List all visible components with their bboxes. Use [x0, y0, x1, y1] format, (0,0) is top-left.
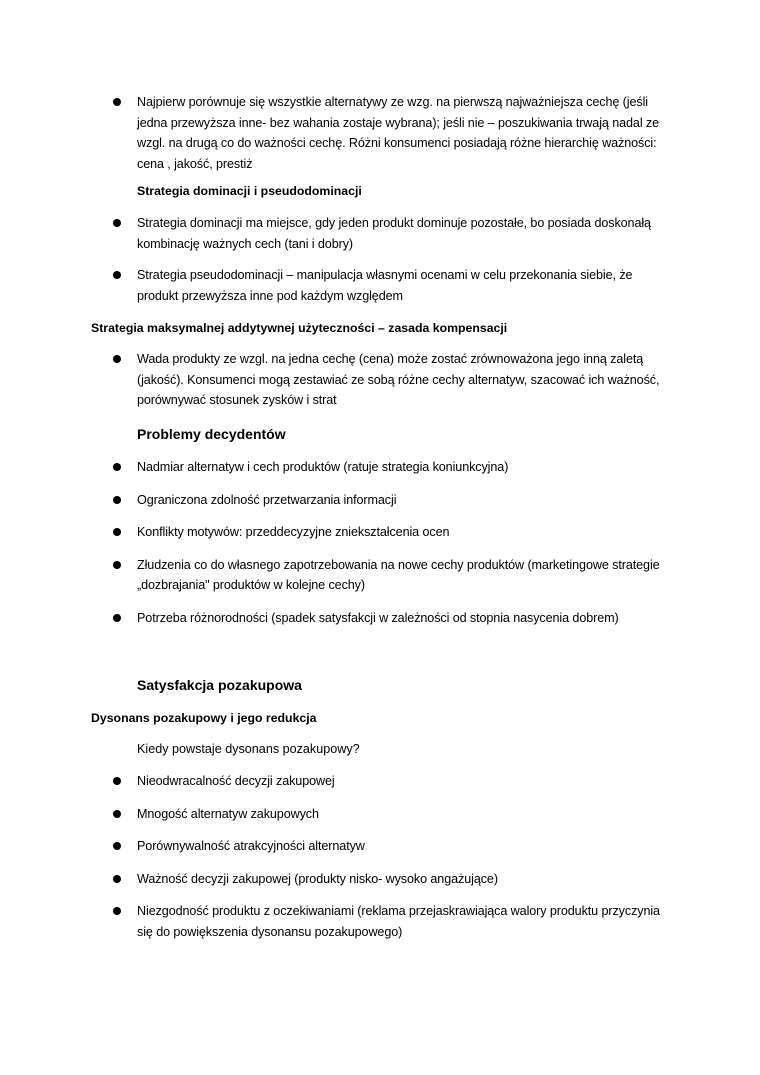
heading-satysfakcja: Satysfakcja pozakupowa	[137, 677, 302, 693]
list-item	[113, 869, 673, 890]
heading-problemy: Problemy decydentów	[137, 426, 286, 442]
list-item-text: Najpierw porównuje się wszystkie alternatywy ze wzg. na pierwszą najważniejsza cechę (jeśli jedna przewyższa inne- bez wahania zostaje wybrana); jeśli nie – poszukiwania trwają nadal ze wzgl. na drugą co do ważności cechę. Różni konsumenci posiadają różne hierarchię ważności: cena , jakość, prestiż	[137, 95, 660, 171]
list-item	[113, 771, 673, 792]
bullet-dot-icon	[113, 561, 121, 569]
list-item	[113, 555, 673, 596]
list-item	[113, 901, 673, 942]
bullet-dot-icon	[113, 219, 121, 227]
bullet-dot-icon	[113, 496, 121, 504]
bullet-dot-icon	[113, 875, 121, 883]
list-item	[113, 213, 673, 254]
list-item	[113, 804, 673, 825]
list-item-text: Porównywalność atrakcyjności alternatyw	[137, 839, 365, 853]
list-item-text: Niezgodność produktu z oczekiwaniami (reklama przejaskrawiająca walory produktu przyczynia się do powiększenia dysonansu pozakupowego)	[137, 904, 660, 939]
list-item-text: Ważność decyzji zakupowej (produkty nisko- wysoko angażujące)	[137, 871, 498, 886]
bullet-list-dysonans	[113, 771, 673, 942]
list-item	[113, 836, 673, 857]
bullet-list-kompensacja	[113, 349, 673, 411]
list-item-text: Wada produkty ze wzgl. na jedna cechę (cena) może zostać zrównoważona jego inną zaletą (jakość). Konsumenci mogą zestawiać ze sobą różne cechy alternatyw, szacować ich ważność, porównywać stosunek zysków i strat	[137, 352, 660, 407]
bullet-dot-icon	[113, 907, 121, 915]
list-item-text: Konflikty motywów: przeddecyzyjne zniekształcenia ocen	[137, 525, 450, 539]
list-item-text: Ograniczona zdolność przetwarzania informacji	[137, 492, 397, 507]
list-item	[113, 490, 673, 511]
bullet-list-problemy	[113, 457, 673, 628]
bullet-dot-icon	[113, 810, 121, 818]
paragraph-kiedy: Kiedy powstaje dysonans pozakupowy?	[137, 742, 360, 756]
list-item-text: Strategia pseudodominacji – manipulacja własnymi ocenami w celu przekonania siebie, że produkt przewyższa inne pod każdym względem	[137, 268, 633, 303]
heading-dominacja: Strategia dominacji i pseudodominacji	[137, 184, 362, 198]
heading-addytywna: Strategia maksymalnej addytywnej użyteczności – zasada kompensacji	[91, 321, 508, 335]
list-item-text: Nadmiar alternatyw i cech produktów (ratuje strategia koniunkcyjna)	[137, 460, 509, 474]
list-item	[113, 608, 673, 629]
bullet-list-dominacja	[113, 213, 673, 306]
bullet-dot-icon	[113, 463, 121, 471]
bullet-dot-icon	[113, 777, 121, 785]
bullet-dot-icon	[113, 614, 121, 622]
bullet-dot-icon	[113, 842, 121, 850]
list-item	[113, 349, 673, 411]
list-item-text: Nieodwracalność decyzji zakupowej	[137, 774, 335, 788]
list-item-text: Złudzenia co do własnego zapotrzebowania na nowe cechy produktów (marketingowe strategie „dozbrajania" produktów w kolejne cechy)	[137, 557, 660, 592]
list-item	[113, 522, 673, 543]
list-item	[113, 265, 673, 306]
list-item-text: Potrzeba różnorodności (spadek satysfakcji w zależności od stopnia nasycenia dobrem)	[137, 610, 619, 625]
bullet-dot-icon	[113, 355, 121, 363]
bullet-dot-icon	[113, 528, 121, 536]
list-item-text: Strategia dominacji ma miejsce, gdy jeden produkt dominuje pozostałe, bo posiada doskonałą kombinację ważnych cech (tani i dobry)	[137, 216, 651, 251]
heading-dysonans: Dysonans pozakupowy i jego redukcja	[91, 711, 317, 725]
list-item	[113, 92, 673, 174]
bullet-list-leksykograficzna	[113, 92, 673, 174]
list-item-text: Mnogość alternatyw zakupowych	[137, 806, 319, 821]
bullet-dot-icon	[113, 271, 121, 279]
list-item	[113, 457, 673, 478]
bullet-dot-icon	[113, 98, 121, 106]
